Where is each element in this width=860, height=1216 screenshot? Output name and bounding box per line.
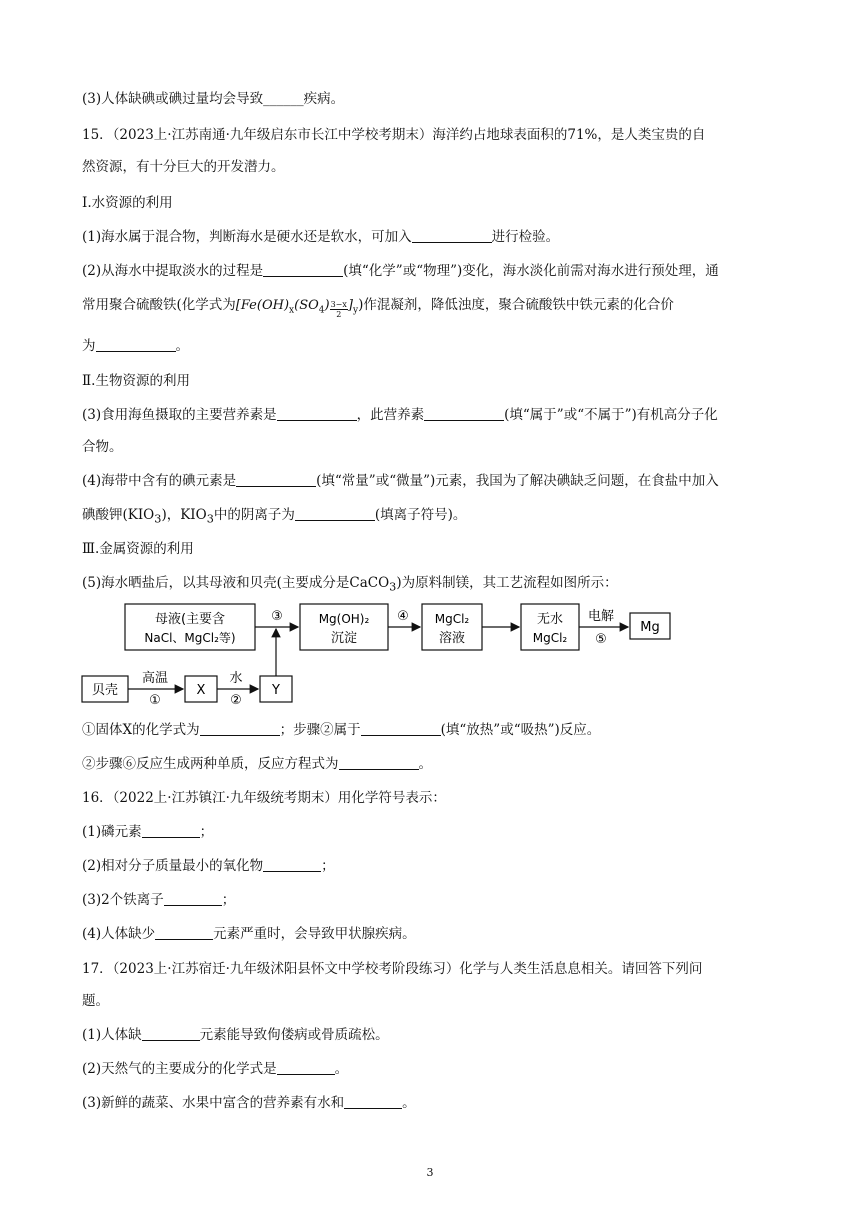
magnesium-box xyxy=(630,613,670,639)
q16-part1: (1)磷元素 ； xyxy=(82,824,214,840)
q15-part5: (5)海水晒盐后，以其母液和贝壳(主要成分是CaCO$_3$)为原料制镁，其工艺流程如图所示： xyxy=(82,575,618,594)
answer-blank[interactable] xyxy=(277,1060,335,1075)
answer-blank[interactable] xyxy=(263,262,343,277)
q17-part2: (2)天然气的主要成分的化学式是 。 xyxy=(82,1061,349,1077)
q16-part4: (4)人体缺少 元素严重时，会导致甲状腺疾病。 xyxy=(82,926,416,942)
answer-blank[interactable] xyxy=(155,925,213,940)
q15-part3: (3)食用海鱼摄取的主要营养素是 ，此营养素 (填“属于”或“不属于”)有机高分子化 xyxy=(82,407,718,423)
svg-text:贝壳: 贝壳 xyxy=(91,683,119,698)
answer-blank[interactable] xyxy=(263,857,321,872)
q17-part1: (1)人体缺 元素能导致佝偻病或骨质疏松。 xyxy=(82,1027,389,1043)
mother-liquor-box xyxy=(125,604,255,650)
step-label: ⑤ xyxy=(595,632,607,647)
answer-blank[interactable] xyxy=(295,506,375,521)
section-metal: Ⅲ.金属资源的利用 xyxy=(82,541,194,557)
answer-blank[interactable] xyxy=(361,721,441,736)
q17-heading-cont: 题。 xyxy=(82,993,109,1009)
answer-blank[interactable] xyxy=(277,406,357,421)
q17-heading: 17．（2023上·江苏宿迁·九年级沭阳县怀文中学校考阶段练习）化学与人类生活息息相关。请回答下列问 xyxy=(82,961,703,977)
section-bio: Ⅱ.生物资源的利用 xyxy=(82,373,190,389)
q15-part3-cont: 合物。 xyxy=(82,439,123,455)
svg-text:NaCl、MgCl₂等): NaCl、MgCl₂等) xyxy=(144,631,236,645)
q15-part4-cont: 碘酸钾$(KIO_3)$，$KIO_3$中的阴离子为 (填离子符号)。 xyxy=(82,507,467,526)
q15-heading: 15．（2023上·江苏南通·九年级启东市长江中学校考期末）海洋约占地球表面积的71%，是人类宝贵的自 xyxy=(82,127,706,143)
polymer-ferric-sulfate-formula: [$Fe(OH)_x(SO_4)$ $\frac{3-x}{2}$ ]$_y$ xyxy=(235,298,359,319)
q15-part2-formula-line: 常用聚合硫酸铁(化学式为[$Fe(OH)_x(SO_4)$ $\frac{3-x}{2}$ ]$_y$)作混凝剂，降低浊度，聚合硫酸铁中铁元素的化合价 xyxy=(82,297,674,319)
q15-part2: (2)从海水中提取淡水的过程是 (填“化学”或“物理”)变化，海水淡化前需对海水进行预处理，通 xyxy=(82,263,719,279)
step-label: ④ xyxy=(397,609,409,624)
water-label: 水 xyxy=(229,671,243,686)
answer-blank[interactable] xyxy=(339,755,419,770)
svg-text:Mg: Mg xyxy=(640,620,660,635)
x-box xyxy=(185,676,217,702)
shell-box xyxy=(82,676,128,702)
q15-part5-sub1: ①固体X的化学式为 ；步骤②属于 (填“放热”或“吸热”)反应。 xyxy=(82,722,601,738)
step-label: ① xyxy=(149,693,161,708)
q15-part2-end: 为 。 xyxy=(82,338,189,354)
process-flow-diagram xyxy=(78,598,678,710)
answer-blank[interactable] xyxy=(164,891,222,906)
q16-part3: (3)2个铁离子 ； xyxy=(82,892,236,908)
answer-blank[interactable] xyxy=(344,1094,402,1109)
electrolysis-label: 电解 xyxy=(587,609,615,624)
magnesium-chloride-solution-box xyxy=(422,604,482,650)
answer-blank[interactable] xyxy=(412,228,492,243)
answer-blank[interactable] xyxy=(236,472,316,487)
svg-text:母液(主要含: 母液(主要含 xyxy=(154,612,226,627)
svg-text:溶液: 溶液 xyxy=(438,631,466,646)
svg-text:无水: 无水 xyxy=(536,612,564,627)
answer-blank[interactable] xyxy=(200,721,280,736)
step-label: ② xyxy=(230,693,242,708)
q17-part3: (3)新鲜的蔬菜、水果中富含的营养素有水和 。 xyxy=(82,1095,416,1111)
q15-part4: (4)海带中含有的碘元素是 (填“常量”或“微量”)元素，我国为了解决碘缺乏问题，在食盐中加入 xyxy=(82,473,719,489)
q15-part5-sub2: ②步骤⑥反应生成两种单质，反应方程式为 。 xyxy=(82,756,432,772)
q15-part1: (1)海水属于混合物，判断海水是硬水还是软水，可加入 进行检验。 xyxy=(82,229,560,245)
magnesium-hydroxide-box xyxy=(300,604,388,650)
answer-blank[interactable] xyxy=(142,823,200,838)
svg-text:MgCl₂: MgCl₂ xyxy=(434,612,470,626)
step-label: ③ xyxy=(271,609,283,624)
svg-text:MgCl₂: MgCl₂ xyxy=(532,631,568,645)
svg-text:Y: Y xyxy=(272,683,280,698)
svg-text:X: X xyxy=(196,683,206,698)
q14-part3: (3)人体缺碘或碘过量均会导致______疾病。 xyxy=(82,91,345,107)
svg-text:沉淀: 沉淀 xyxy=(330,631,358,646)
answer-blank[interactable] xyxy=(96,337,176,352)
y-box xyxy=(260,676,292,702)
q16-part2: (2)相对分子质量最小的氧化物 ； xyxy=(82,858,335,874)
answer-blank[interactable] xyxy=(424,406,504,421)
svg-text:Mg(OH)₂: Mg(OH)₂ xyxy=(318,612,370,626)
page-number: 3 xyxy=(426,1166,434,1179)
q16-heading: 16．（2022上·江苏镇江·九年级统考期末）用化学符号表示： xyxy=(82,790,446,806)
q15-heading-cont: 然资源，有十分巨大的开发潜力。 xyxy=(82,159,285,175)
section-water: Ⅰ.水资源的利用 xyxy=(82,195,173,211)
high-temp-label: 高温 xyxy=(141,671,169,686)
answer-blank[interactable] xyxy=(142,1026,200,1041)
anhydrous-magnesium-chloride-box xyxy=(521,604,579,650)
